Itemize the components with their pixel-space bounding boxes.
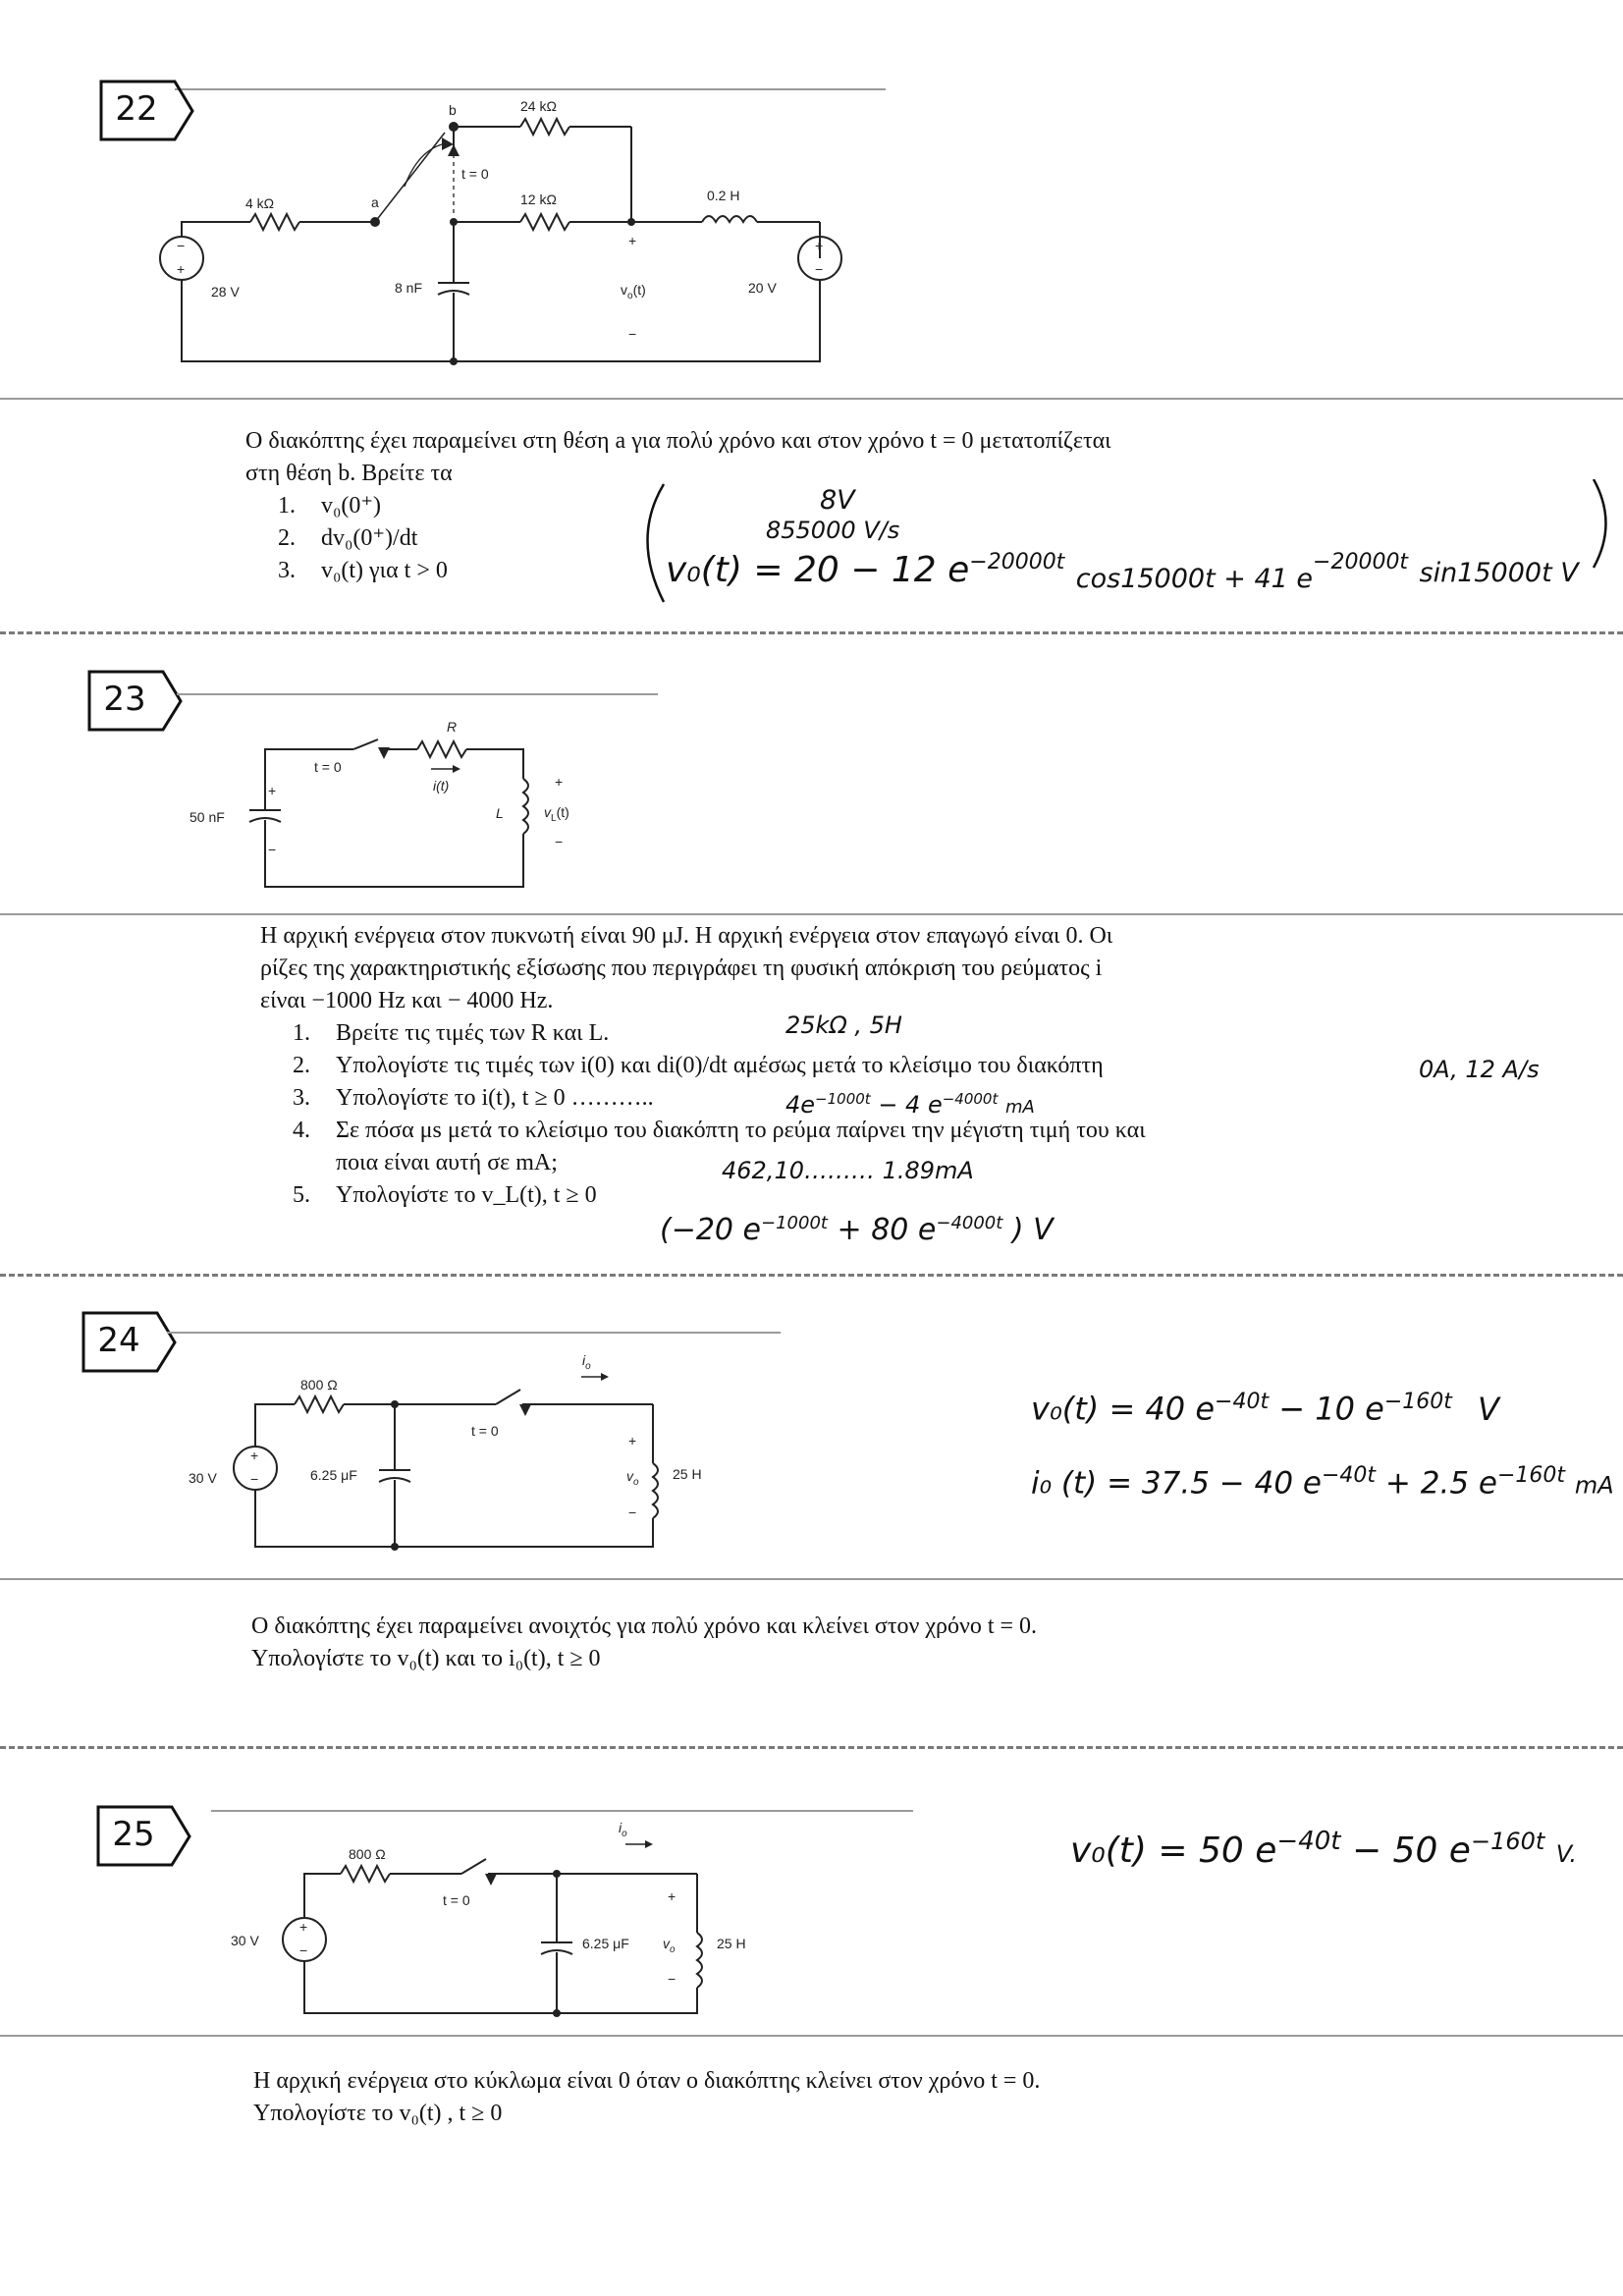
label-io-24: $i_o$ [582, 1352, 591, 1372]
separator-22-text [0, 398, 1623, 400]
label-25h-25: 25 H [717, 1936, 746, 1951]
label-it: i(t) [433, 778, 450, 793]
handwritten-answer-23-5: (−20 $e^{-1000t} + 80$ $e^{-4000t}$ ) V [660, 1213, 1054, 1247]
vo-plus-sign-25: + [668, 1888, 676, 1904]
problem-24-line-1: Ο διακόπτης έχει παραμείνει ανοιχτός για πολύ χρόνο και κλείνει στον χρόνο t = 0. [251, 1613, 1038, 1639]
problem-number-badge-25 [95, 1804, 193, 1883]
label-25h-24: 25 H [673, 1466, 702, 1482]
problem-23-item-3: 3. Υπολογίστε το i(t), t ≥ 0 ……….. [293, 1085, 654, 1111]
problem-25-line-1: Η αρχική ενέργεια στο κύκλωμα είναι 0 όταν ο διακόπτης κλείνει στον χρόνο t = 0. [253, 2068, 1041, 2094]
label-node-b: b [449, 102, 457, 118]
handwritten-answer-23-4: 462,10……… 1.89mA [722, 1157, 974, 1184]
label-switch-time-23: t = 0 [314, 759, 342, 775]
problem-23-line-2: ρίζες της χαρακτηριστικής εξίσωσης που περιγράφει τη φυσική απόκριση του ρεύματος i [260, 956, 1103, 981]
c-minus-sign: − [268, 842, 277, 857]
handwritten-answer-25-1: v₀(t) = 50 $e^{-40t} - 50$ $e^{-160t}$ V. [1070, 1827, 1578, 1871]
problem-23-line-1: Η αρχική ενέργεια στον πυκνωτή είναι 90 μJ. Η αρχική ενέργεια στον επαγωγό είναι 0. Οι [260, 923, 1113, 949]
label-625uf-25: 6.25 μF [582, 1936, 629, 1951]
src2-plus-sign: + [815, 238, 824, 253]
handwritten-answer-22-1: 8V [820, 485, 855, 516]
problem-text-24 [251, 1611, 1037, 1675]
label-30v-25: 30 V [231, 1933, 259, 1948]
vo-plus-sign: + [628, 233, 637, 248]
handwritten-answer-22-3: v₀(t) = 20 − 12 $e^{-20000t}$ cos15000t + 41 $e^{-20000t}$ sin15000t V [666, 550, 1579, 594]
label-l: L [496, 805, 504, 821]
problem-number-24: 24 [97, 1321, 140, 1360]
label-4k: 4 kΩ [245, 195, 275, 211]
handwritten-brackets-22 [636, 479, 1618, 617]
label-625uf-24: 6.25 μF [310, 1467, 357, 1483]
c-plus-sign: + [268, 783, 277, 798]
handwritten-answer-24-1: v₀(t) = 40 $e^{-40t} - 10$ $e^{-160t}$ V [1031, 1390, 1499, 1428]
label-node-a: a [371, 194, 379, 210]
src-minus-sign-25: − [299, 1942, 308, 1958]
label-switch-time-25: t = 0 [443, 1892, 470, 1908]
label-02h: 0.2 H [707, 188, 740, 203]
problem-22-line-1: Ο διακόπτης έχει παραμείνει στη θέση a για πολύ χρόνο και στον χρόνο t = 0 μετατοπίζεται [245, 428, 1111, 454]
problem-text-25 [253, 2065, 1040, 2130]
separator-25-text [0, 2035, 1623, 2037]
label-io-25: $i_o$ [619, 1820, 627, 1839]
label-r: R [447, 719, 458, 735]
problem-number-22: 22 [115, 89, 158, 129]
problem-number-badge-24 [81, 1310, 179, 1389]
vo-minus-sign: − [628, 326, 637, 342]
handwritten-answer-22-2: 855000 V/s [766, 517, 900, 544]
problem-23-item-4-cont: ποια είναι αυτή σε mA; [336, 1150, 558, 1175]
problem-23-item-2: 2. Υπολογίστε τις τιμές των i(0) και di(0)/dt αμέσως μετά το κλείσιμο του διακόπτη [293, 1053, 1104, 1078]
handwritten-answer-23-2: 0A, 12 A/s [1419, 1056, 1540, 1083]
label-30v-24: 30 V [189, 1470, 217, 1486]
label-28v: 28 V [211, 284, 240, 300]
label-800-24: 800 Ω [300, 1377, 338, 1393]
problem-number-23: 23 [103, 680, 146, 719]
problem-22-item-3: 3. v₀(t) για t > 0 [278, 558, 448, 583]
separator-24-25 [0, 1746, 1623, 1749]
problem-23-item-1: 1. Βρείτε τις τιμές των R και L. [293, 1020, 610, 1046]
problem-25-line-2: Υπολογίστε το v₀(t) , t ≥ 0 [253, 2101, 503, 2126]
problem-text-23 [260, 920, 1146, 1212]
separator-24-text [0, 1578, 1623, 1580]
circuit-diagram-24 [177, 1345, 727, 1561]
label-vo-25: $v_o$ [663, 1936, 676, 1955]
problem-24-line-2: Υπολογίστε το v₀(t) και το i₀(t), t ≥ 0 [251, 1646, 601, 1671]
src-minus-sign-24: − [250, 1471, 259, 1487]
separator-23-text [0, 913, 1623, 915]
circuit-diagram-25 [221, 1817, 771, 2028]
circuit-diagram-23 [182, 707, 623, 903]
label-12k: 12 kΩ [520, 191, 557, 207]
src-plus-sign-24: + [250, 1448, 259, 1463]
rule-23 [177, 693, 658, 695]
circuit-diagram-22 [147, 93, 893, 388]
vo-plus-sign-24: + [628, 1433, 637, 1449]
vl-plus-sign: + [555, 774, 564, 790]
problem-22-item-2: 2. dv₀(0⁺)/dt [278, 525, 418, 551]
label-8nf: 8 nF [395, 280, 423, 296]
handwritten-answer-24-2: i₀ (t) = 37.5 − 40 $e^{-40t} + 2.5$ $e^{-160t}$ mA [1031, 1463, 1614, 1502]
problem-22-item-1: 1. v₀(0⁺) [278, 493, 382, 519]
label-vo: $v_o(t)$ [621, 282, 646, 301]
vo-minus-sign-24: − [628, 1504, 637, 1520]
problem-23-line-3: είναι −1000 Hz και − 4000 Hz. [260, 988, 554, 1013]
vo-minus-sign-25: − [668, 1971, 676, 1987]
separator-22-23 [0, 631, 1623, 634]
problem-23-item-4: 4. Σε πόσα μs μετά το κλείσιμο του διακόπτη το ρεύμα παίρνει την μέγιστη τιμή του και [293, 1118, 1146, 1143]
label-50nf: 50 nF [189, 809, 225, 825]
problem-number-badge-23 [86, 669, 185, 747]
separator-23-24 [0, 1274, 1623, 1277]
problem-23-item-5: 5. Υπολογίστε το v_L(t), t ≥ 0 [293, 1182, 597, 1208]
label-20v: 20 V [748, 280, 777, 296]
label-24k: 24 kΩ [520, 98, 557, 114]
label-vo-24: $v_o$ [626, 1468, 639, 1488]
problem-number-25: 25 [112, 1815, 155, 1854]
src1-minus-sign: − [177, 238, 186, 253]
problem-22-line-2: στη θέση b. Βρείτε τα [245, 461, 453, 486]
top-rule [175, 88, 886, 90]
label-800-25: 800 Ω [349, 1846, 386, 1862]
rule-24 [167, 1332, 781, 1334]
vl-minus-sign: − [555, 834, 564, 849]
src1-plus-sign: + [177, 261, 186, 277]
handwritten-answer-23-3: $4e^{-1000t} - 4$ $e^{-4000t}$ mA [785, 1090, 1035, 1119]
label-vl: $v_L(t)$ [544, 804, 569, 824]
src2-minus-sign: − [815, 261, 824, 277]
rule-25 [211, 1810, 913, 1812]
handwritten-answer-23-1: 25kΩ , 5H [785, 1011, 902, 1039]
label-switch-time-24: t = 0 [471, 1423, 499, 1439]
src-plus-sign-25: + [299, 1919, 308, 1935]
label-switch-time: t = 0 [461, 166, 489, 182]
